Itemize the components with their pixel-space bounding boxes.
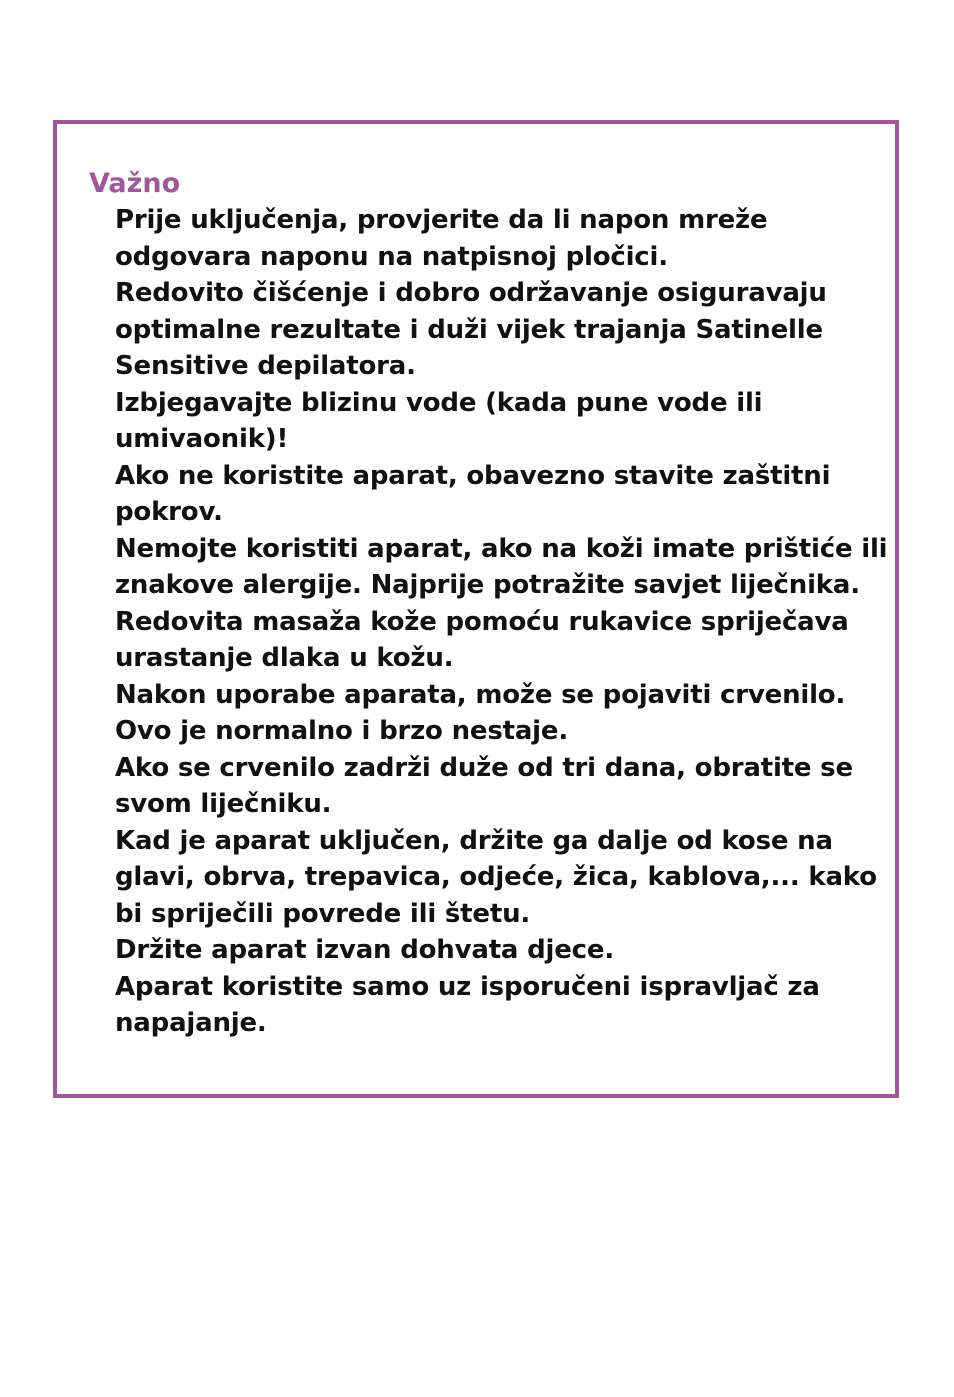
notice-list — [115, 202, 895, 1042]
notice-item: Nakon uporabe aparata, može se pojaviti crvenilo. Ovo je normalno i brzo nestaje. — [115, 679, 846, 746]
notice-item: Redovito čišćenje i dobro održavanje osiguravaju optimalne rezultate i duži vijek trajanja Satinelle Sensitive depilatora. — [115, 278, 827, 381]
notice-title: Važno — [89, 168, 181, 199]
notice-item: Aparat koristite samo uz isporučeni ispravljač za napajanje. — [115, 971, 820, 1038]
notice-item: Kad je aparat uključen, držite ga dalje od kose na glavi, obrva, trepavica, odjeće, žica, kablova,... kako bi spriječili povrede ili štetu. — [115, 825, 877, 929]
important-notice-box — [53, 120, 899, 1098]
notice-item: Nemojte koristiti aparat, ako na koži imate prištiće ili znakove alergije. Najprije potražite savjet liječnika. — [115, 533, 888, 600]
notice-item: Izbjegavajte blizinu vode (kada pune vode ili umivaonik)! — [115, 387, 763, 454]
notice-item: Držite aparat izvan dohvata djece. — [115, 935, 614, 965]
notice-item: Ako ne koristite aparat, obavezno stavite zaštitni pokrov. — [115, 460, 831, 527]
notice-item: Ako se crvenilo zadrži duže od tri dana, obratite se svom liječniku. — [115, 752, 853, 819]
notice-item: Prije uključenja, provjerite da li napon mreže odgovara naponu na natpisnoj pločici. — [115, 205, 768, 272]
notice-item: Redovita masaža kože pomoću rukavice spriječava urastanje dlaka u kožu. — [115, 606, 849, 673]
